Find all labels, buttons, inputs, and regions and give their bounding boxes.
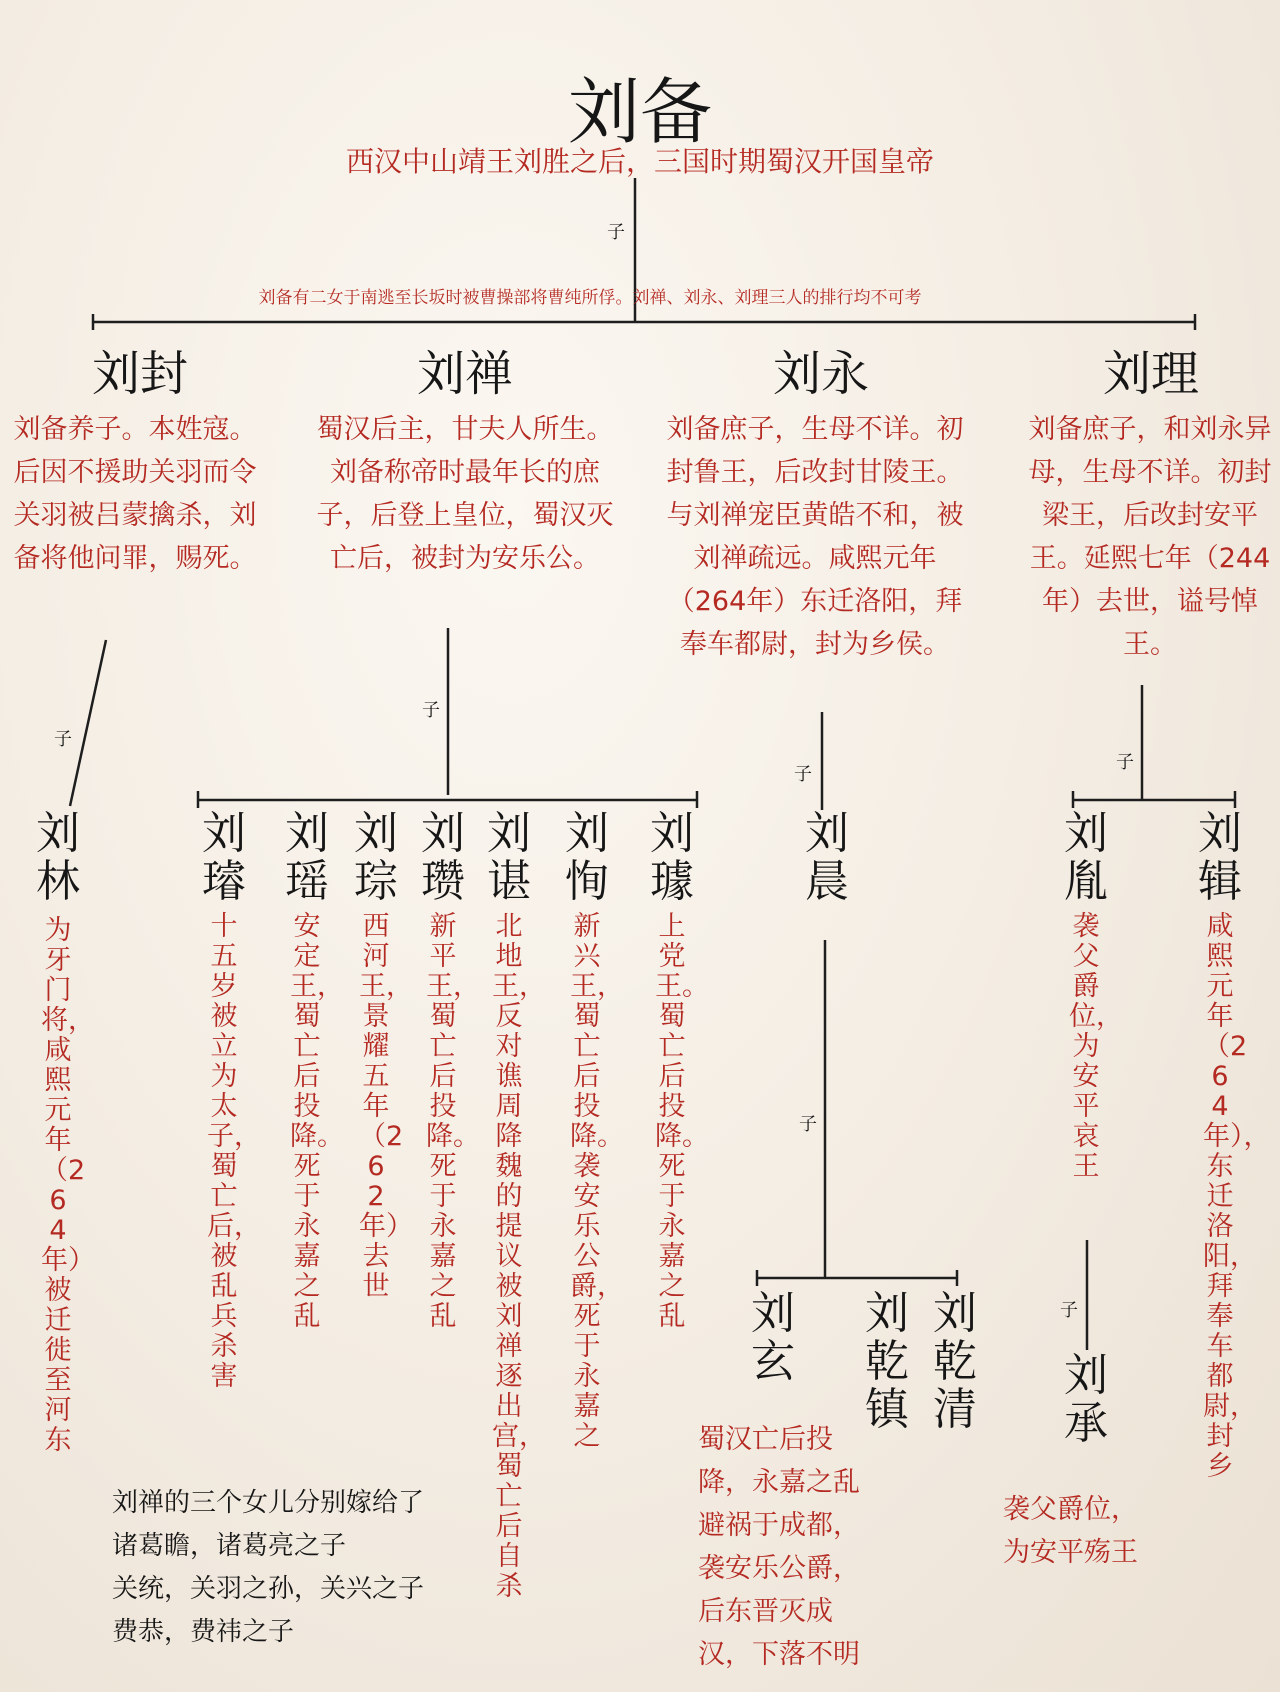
- grandson-name-yao: 刘瑶: [285, 808, 329, 907]
- son-desc-feng: 刘备养子。本姓寇。后因不援助关羽而令关羽被吕蒙擒杀，刘备将他问罪，赐死。: [13, 414, 257, 574]
- feng-to-lin: [70, 640, 106, 806]
- desc-line: 袭安乐公爵，: [698, 1553, 860, 1584]
- edge-label: 子: [607, 222, 625, 243]
- grandson-desc-cong: 西河王，景耀五年（262年）去世: [359, 911, 413, 1302]
- grandson-name-chen: 刘晨: [805, 808, 849, 907]
- edge-label: 子: [794, 764, 812, 785]
- note-line: 诸葛瞻，诸葛亮之子: [112, 1531, 347, 1561]
- great-grandson-name-qianqing: 刘乾清: [933, 1288, 977, 1435]
- grandson-name-chen-bd: 刘谌: [487, 808, 531, 907]
- edge-label: 子: [54, 729, 72, 750]
- son-desc-li: 刘备庶子，和刘永异母，生母不详。初封梁王，后改封安平王。延熙七年（244年）去世，谥号悼王。: [1028, 414, 1272, 660]
- root-desc: 西汉中山靖王刘胜之后，三国时期蜀汉开国皇帝: [345, 145, 934, 178]
- root-name: 刘备: [568, 70, 713, 154]
- grandson-name-yin: 刘胤: [1064, 808, 1108, 907]
- grandson-desc-yao: 安定王，蜀亡后投降。死于永嘉之乱: [290, 911, 344, 1332]
- great-grandson-name-xuan: 刘玄: [751, 1288, 795, 1387]
- grandson-name-zan: 刘瓒: [421, 808, 465, 907]
- root-note: 刘备有二女于南逃至长坂时被曹操部将曹纯所俘。刘禅、刘永、刘理三人的排行均不可考: [258, 288, 922, 308]
- desc-line: 汉，下落不明: [698, 1639, 860, 1670]
- son-name-feng: 刘封: [92, 346, 189, 402]
- note-line: 刘禅的三个女儿分别嫁给了: [112, 1488, 425, 1518]
- edge-label: 子: [799, 1114, 817, 1135]
- grandson-name-xun: 刘恂: [565, 808, 609, 907]
- great-grandson-name-qianzhen: 刘乾镇: [865, 1288, 909, 1435]
- desc-line: 袭父爵位，: [1003, 1494, 1138, 1525]
- desc-line: 降，永嘉之乱: [698, 1467, 860, 1498]
- grandson-desc-zan: 新平王，蜀亡后投降。死于永嘉之乱: [426, 911, 480, 1332]
- son-name-li: 刘理: [1103, 346, 1200, 402]
- note-line: 费恭，费祎之子: [112, 1617, 295, 1647]
- great-grandson-cheng-desc: [1003, 1488, 1138, 1574]
- son-name-yong: 刘永: [773, 346, 870, 402]
- grandson-desc-ji: 咸熙元年（264年），东迁洛阳，拜奉车都尉，封乡: [1203, 911, 1271, 1482]
- grandson-desc-yin: 袭父爵位，为安平哀王: [1069, 911, 1123, 1182]
- grandson-desc-lin: 为牙门将，咸熙元年（264年）被迁徙至河东: [41, 915, 95, 1456]
- grandson-name-ji: 刘辑: [1198, 808, 1242, 907]
- desc-line: 蜀汉亡后投: [698, 1424, 833, 1455]
- grandson-desc-xuan: 十五岁被立为太子，蜀亡后，被乱兵杀害: [207, 911, 261, 1392]
- grandson-desc-qu: 上党王。蜀亡后投降。死于永嘉之乱: [655, 911, 709, 1332]
- edge-label: 子: [422, 700, 440, 721]
- grandson-name-xuan: 刘璿: [202, 808, 246, 907]
- edge-label: 子: [1060, 1300, 1078, 1321]
- son-desc-shan: 蜀汉后主，甘夫人所生。刘备称帝时最年长的庶子，后登上皇位，蜀汉灭亡后，被封为安乐公。: [316, 414, 614, 574]
- grandson-name-qu: 刘璩: [650, 808, 694, 907]
- grandson-name-cong: 刘琮: [354, 808, 398, 907]
- desc-line: 避祸于成都，: [698, 1510, 860, 1541]
- great-grandson-name-cheng: 刘承: [1064, 1350, 1108, 1449]
- desc-line: 为安平殇王: [1003, 1537, 1138, 1568]
- desc-line: 后东晋灭成: [698, 1596, 833, 1627]
- edge-label: 子: [1116, 752, 1134, 773]
- note-line: 关统，关羽之孙，关兴之子: [112, 1574, 425, 1604]
- great-grandson-chen-desc: [698, 1418, 860, 1676]
- son-desc-yong: 刘备庶子，生母不详。初封鲁王，后改封甘陵王。与刘禅宠臣黄皓不和，被刘禅疏远。咸熙元年（264年）东迁洛阳，拜奉车都尉，封为乡侯。: [666, 414, 964, 660]
- grandson-desc-xun: 新兴王，蜀亡后投降。袭安乐公爵，死于永嘉之: [570, 911, 624, 1452]
- grandson-desc-chen-bd: 北地王，反对谯周降魏的提议被刘禅逐出宫，蜀亡后自杀: [492, 911, 546, 1602]
- grandson-name-lin: 刘林: [36, 808, 80, 907]
- shan-daughters-note: [112, 1482, 424, 1654]
- son-name-shan: 刘禅: [417, 346, 514, 402]
